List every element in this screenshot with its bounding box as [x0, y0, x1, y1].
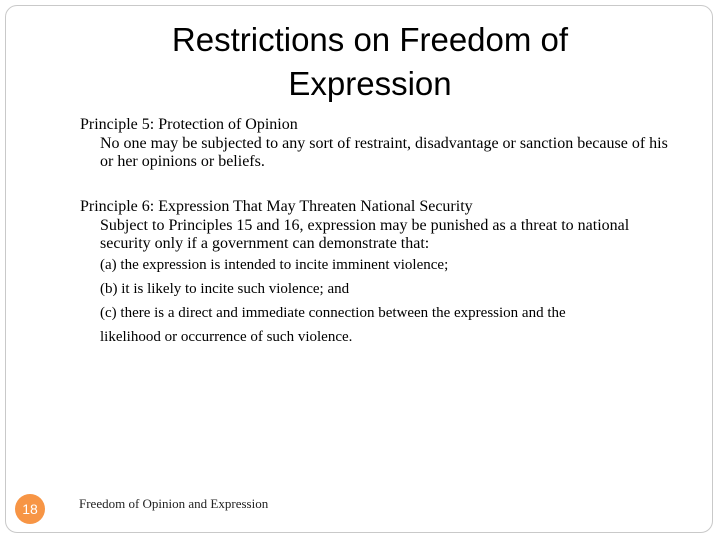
principle-6-heading: Principle 6: Expression That May Threaten National Security	[80, 198, 473, 215]
principle-5-heading: Principle 5: Protection of Opinion	[80, 116, 298, 133]
slide-body	[80, 115, 680, 349]
principle-6-text: Subject to Principles 15 and 16, expression may be punished as a threat to national security only if a government can demonstrate that:	[100, 217, 630, 252]
page-number-badge: 18	[15, 494, 45, 524]
list-item: (c) there is a direct and immediate connection between the expression and the	[100, 305, 566, 321]
list-item: (b) it is likely to incite such violence; and	[100, 281, 350, 297]
principle-5-text: No one may be subjected to any sort of restraint, disadvantage or sanction because of his or her opinions or beliefs.	[100, 135, 668, 170]
list-item: (a) the expression is intended to incite imminent violence;	[100, 257, 449, 273]
list-item: likelihood or occurrence of such violence.	[100, 329, 353, 345]
slide-title: Restrictions on Freedom of Expression	[171, 21, 569, 102]
footer-text: Freedom of Opinion and Expression	[79, 496, 269, 511]
